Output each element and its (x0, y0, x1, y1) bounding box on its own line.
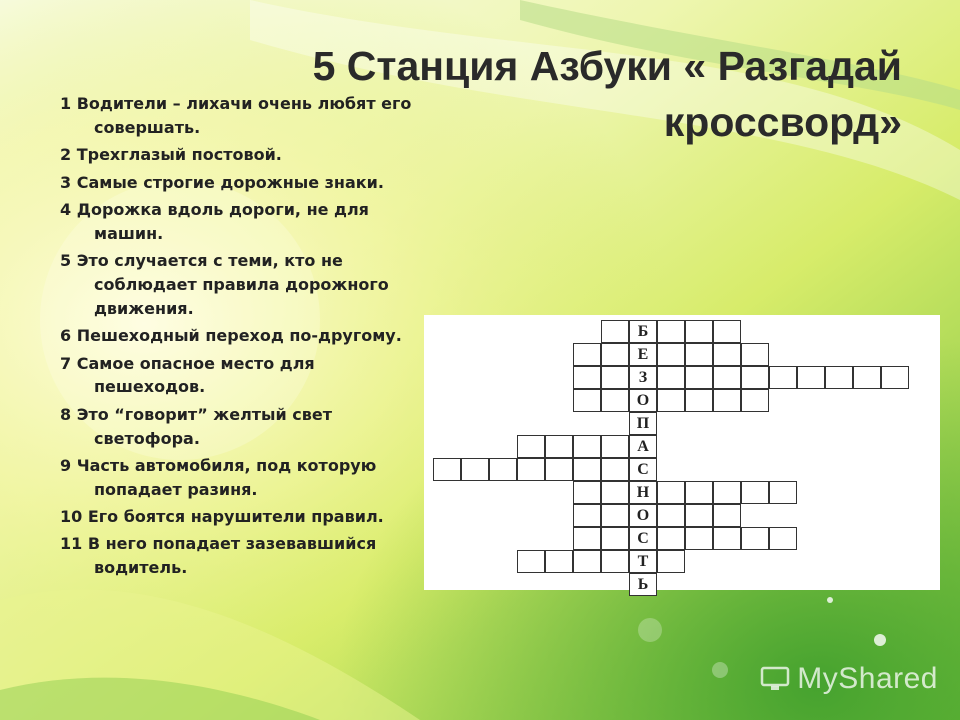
crossword-cell[interactable] (573, 481, 601, 504)
clue-text: Трехглазый постовой. (76, 145, 282, 165)
key-letter-cell[interactable]: С (629, 527, 657, 550)
key-letter-cell[interactable]: Ь (629, 573, 657, 596)
crossword-cell[interactable] (601, 481, 629, 504)
clue-text: Его боятся нарушители правил. (87, 507, 384, 527)
crossword-cell[interactable] (657, 366, 685, 389)
key-letter-cell[interactable]: Т (629, 550, 657, 573)
clue-item (60, 505, 425, 529)
crossword-cell[interactable] (741, 366, 769, 389)
clue-list (60, 92, 425, 584)
crossword-cell[interactable] (769, 527, 797, 550)
crossword-cell[interactable] (545, 550, 573, 573)
crossword-cell[interactable] (517, 458, 545, 481)
crossword-cell[interactable] (713, 320, 741, 343)
crossword-cell[interactable] (601, 527, 629, 550)
clue-text: Часть автомобиля, под которую попадает разиня. (76, 455, 377, 499)
crossword-cell[interactable] (685, 481, 713, 504)
key-letter-cell[interactable]: А (629, 435, 657, 458)
crossword-cell[interactable] (685, 320, 713, 343)
crossword-cell[interactable] (741, 481, 769, 504)
clue-number: 11 (60, 534, 88, 554)
crossword-grid (424, 315, 940, 593)
crossword-cell[interactable] (601, 366, 629, 389)
crossword-cell[interactable] (657, 481, 685, 504)
crossword-cell[interactable] (853, 366, 881, 389)
crossword-cell[interactable] (713, 389, 741, 412)
clue-item (60, 324, 425, 348)
clue-item (60, 249, 425, 320)
clue-number: 7 (60, 353, 77, 373)
clue-item (60, 454, 425, 502)
crossword-cell[interactable] (545, 435, 573, 458)
watermark-logo: MyShared (797, 662, 938, 695)
key-letter-cell[interactable]: Н (629, 481, 657, 504)
key-letter-cell[interactable]: Б (629, 320, 657, 343)
clue-number: 2 (60, 145, 77, 165)
crossword-cell[interactable] (601, 343, 629, 366)
crossword-cell[interactable] (601, 389, 629, 412)
crossword-cell[interactable] (657, 343, 685, 366)
crossword-cell[interactable] (825, 366, 853, 389)
key-letter-cell[interactable]: П (629, 412, 657, 435)
clue-text: Пешеходный переход по-другому. (76, 326, 402, 346)
crossword-cell[interactable] (573, 458, 601, 481)
crossword-cell[interactable] (713, 527, 741, 550)
crossword-cell[interactable] (601, 504, 629, 527)
crossword-cell[interactable] (713, 504, 741, 527)
crossword-cell[interactable] (713, 343, 741, 366)
clue-text: Самые строгие дорожные знаки. (76, 172, 384, 192)
crossword-cell[interactable] (573, 527, 601, 550)
crossword-cell[interactable] (881, 366, 909, 389)
crossword-cell[interactable] (545, 458, 573, 481)
clue-text: Это случается с теми, кто не соблюдает правила дорожного движения. (76, 251, 389, 318)
key-letter-cell[interactable]: О (629, 389, 657, 412)
crossword-cell[interactable] (685, 389, 713, 412)
crossword-cell[interactable] (685, 504, 713, 527)
crossword-cell[interactable] (769, 366, 797, 389)
clue-item (60, 143, 425, 167)
key-letter-cell[interactable]: Е (629, 343, 657, 366)
clue-number: 1 (60, 94, 77, 113)
clue-text: В него попадает зазевавшийся водитель. (87, 534, 377, 578)
crossword-cell[interactable] (573, 366, 601, 389)
crossword-cell[interactable] (573, 343, 601, 366)
crossword-cell[interactable] (601, 320, 629, 343)
clue-item (60, 198, 425, 246)
crossword-cell[interactable] (741, 343, 769, 366)
clue-item (60, 92, 425, 140)
crossword-cell[interactable] (601, 550, 629, 573)
clue-number: 4 (60, 199, 77, 219)
clue-number: 9 (60, 455, 77, 475)
crossword-cell[interactable] (573, 504, 601, 527)
crossword-cell[interactable] (685, 343, 713, 366)
crossword-cell[interactable] (489, 458, 517, 481)
crossword-cell[interactable] (685, 527, 713, 550)
crossword-cell[interactable] (741, 527, 769, 550)
crossword-cell[interactable] (517, 435, 545, 458)
clue-item (60, 403, 425, 451)
key-letter-cell[interactable]: З (629, 366, 657, 389)
crossword-cell[interactable] (517, 550, 545, 573)
clue-item (60, 171, 425, 195)
clue-number: 6 (60, 326, 77, 346)
clue-item (60, 532, 425, 580)
crossword-cell[interactable] (573, 389, 601, 412)
slide-title: 5 Станция Азбуки « Разгадай кроссворд» (312, 43, 902, 145)
clue-text: Это “говорит” желтый свет светофора. (76, 404, 333, 448)
clue-text: Самое опасное место для пешеходов. (76, 353, 315, 397)
crossword-cell[interactable] (433, 458, 461, 481)
clue-text: Дорожка вдоль дороги, не для машин. (76, 199, 369, 243)
crossword-cell[interactable] (741, 389, 769, 412)
crossword-cell[interactable] (769, 481, 797, 504)
crossword-cell[interactable] (657, 320, 685, 343)
crossword-cell[interactable] (601, 458, 629, 481)
key-letter-cell[interactable]: О (629, 504, 657, 527)
crossword-cell[interactable] (797, 366, 825, 389)
clue-text: Водители – лихачи очень любят его совершать. (76, 94, 412, 137)
monitor-icon (760, 666, 790, 692)
clue-item (60, 352, 425, 400)
crossword-cell[interactable] (657, 527, 685, 550)
crossword-cell[interactable] (657, 504, 685, 527)
crossword-cell[interactable] (657, 550, 685, 573)
crossword-cell[interactable] (461, 458, 489, 481)
crossword-cell[interactable] (573, 435, 601, 458)
clue-number: 10 (60, 507, 88, 527)
clue-number: 5 (60, 251, 77, 271)
key-letter-cell[interactable]: С (629, 458, 657, 481)
clue-number: 3 (60, 172, 77, 192)
crossword-cell[interactable] (573, 550, 601, 573)
crossword-cell[interactable] (713, 366, 741, 389)
clue-number: 8 (60, 404, 77, 424)
crossword-cell[interactable] (601, 435, 629, 458)
crossword-cell[interactable] (685, 366, 713, 389)
crossword-cell[interactable] (657, 389, 685, 412)
crossword-cell[interactable] (713, 481, 741, 504)
